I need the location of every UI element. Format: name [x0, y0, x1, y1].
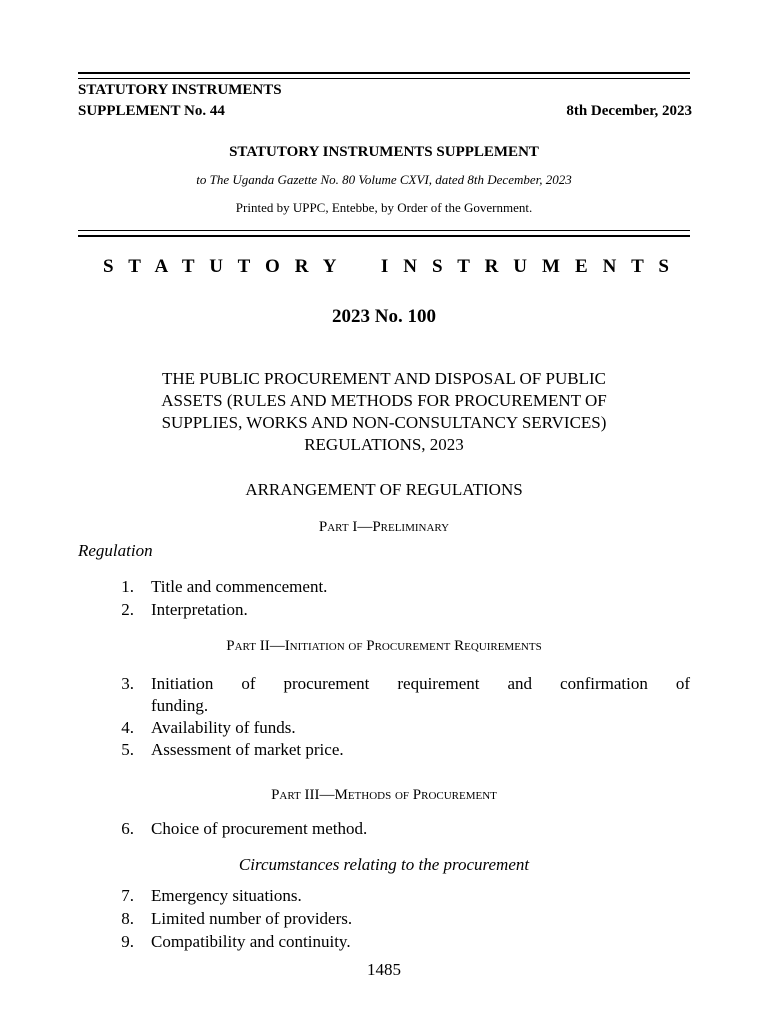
part-3-heading: Part III—Methods of Procurement — [271, 787, 497, 803]
regulation-number: 8. — [121, 909, 134, 928]
regulation-number: 4. — [121, 718, 134, 737]
regulation-entry: Compatibility and continuity. — [151, 932, 351, 951]
regulation-column-label: Regulation — [78, 541, 153, 560]
regulation-number: 7. — [121, 886, 134, 905]
header-top-rule — [78, 72, 690, 74]
header-bottom-rule — [78, 235, 690, 237]
regulation-number: 3. — [121, 674, 134, 693]
supplement-title: STATUTORY INSTRUMENTS SUPPLEMENT — [229, 144, 539, 160]
regulation-entry: Title and commencement. — [151, 577, 328, 596]
header-top-rule-thin — [78, 78, 690, 79]
statutory-instruments-banner: S T A T U T O R Y I N S T R U M E N T S — [103, 256, 669, 277]
regulation-number: 9. — [121, 932, 134, 951]
regulation-number: 5. — [121, 740, 134, 759]
regulations-title — [78, 368, 690, 456]
subheading-circumstances: Circumstances relating to the procurement — [238, 855, 530, 874]
printed-by-line: Printed by UPPC, Entebbe, by Order of the Government. — [235, 200, 533, 215]
page-number: 1485 — [367, 960, 401, 979]
regulation-entry: Emergency situations. — [151, 886, 302, 905]
regulation-entry: Assessment of market price. — [151, 740, 344, 759]
regulation-entry: Availability of funds. — [151, 718, 296, 737]
regulation-entry-continuation: funding. — [151, 696, 209, 715]
regulations-title-line: SUPPLIES, WORKS AND NON-CONSULTANCY SERVICES) — [161, 413, 607, 432]
regulation-number: 1. — [121, 577, 134, 596]
regulation-number: 2. — [121, 600, 134, 619]
regulation-entry: Initiation of procurement requirement and confirmation of — [151, 674, 690, 693]
arrangement-heading: ARRANGEMENT OF REGULATIONS — [245, 480, 523, 499]
part-1-heading: Part I—Preliminary — [318, 519, 450, 535]
regulations-title-line: ASSETS (RULES AND METHODS FOR PROCUREMENT OF — [161, 391, 607, 410]
regulation-entry: Limited number of providers. — [151, 909, 353, 928]
header-bottom-rule-thin — [78, 230, 690, 231]
instrument-number: 2023 No. 100 — [332, 306, 436, 327]
gazette-reference: to The Uganda Gazette No. 80 Volume CXVI, dated 8th December, 2023 — [196, 172, 572, 187]
supplement-label-line1: STATUTORY INSTRUMENTS — [78, 82, 282, 98]
regulation-number: 6. — [121, 819, 134, 838]
regulation-entry: Choice of procurement method. — [151, 819, 368, 838]
supplement-label-line2: SUPPLEMENT No. 44 — [78, 103, 225, 119]
regulation-entry: Interpretation. — [151, 600, 248, 619]
publication-date: 8th December, 2023 — [566, 103, 692, 119]
regulations-title-line: REGULATIONS, 2023 — [304, 435, 464, 454]
regulations-title-line: THE PUBLIC PROCUREMENT AND DISPOSAL OF PUBLIC — [162, 369, 606, 388]
part-2-heading: Part II—Initiation of Procurement Requirements — [226, 638, 542, 654]
